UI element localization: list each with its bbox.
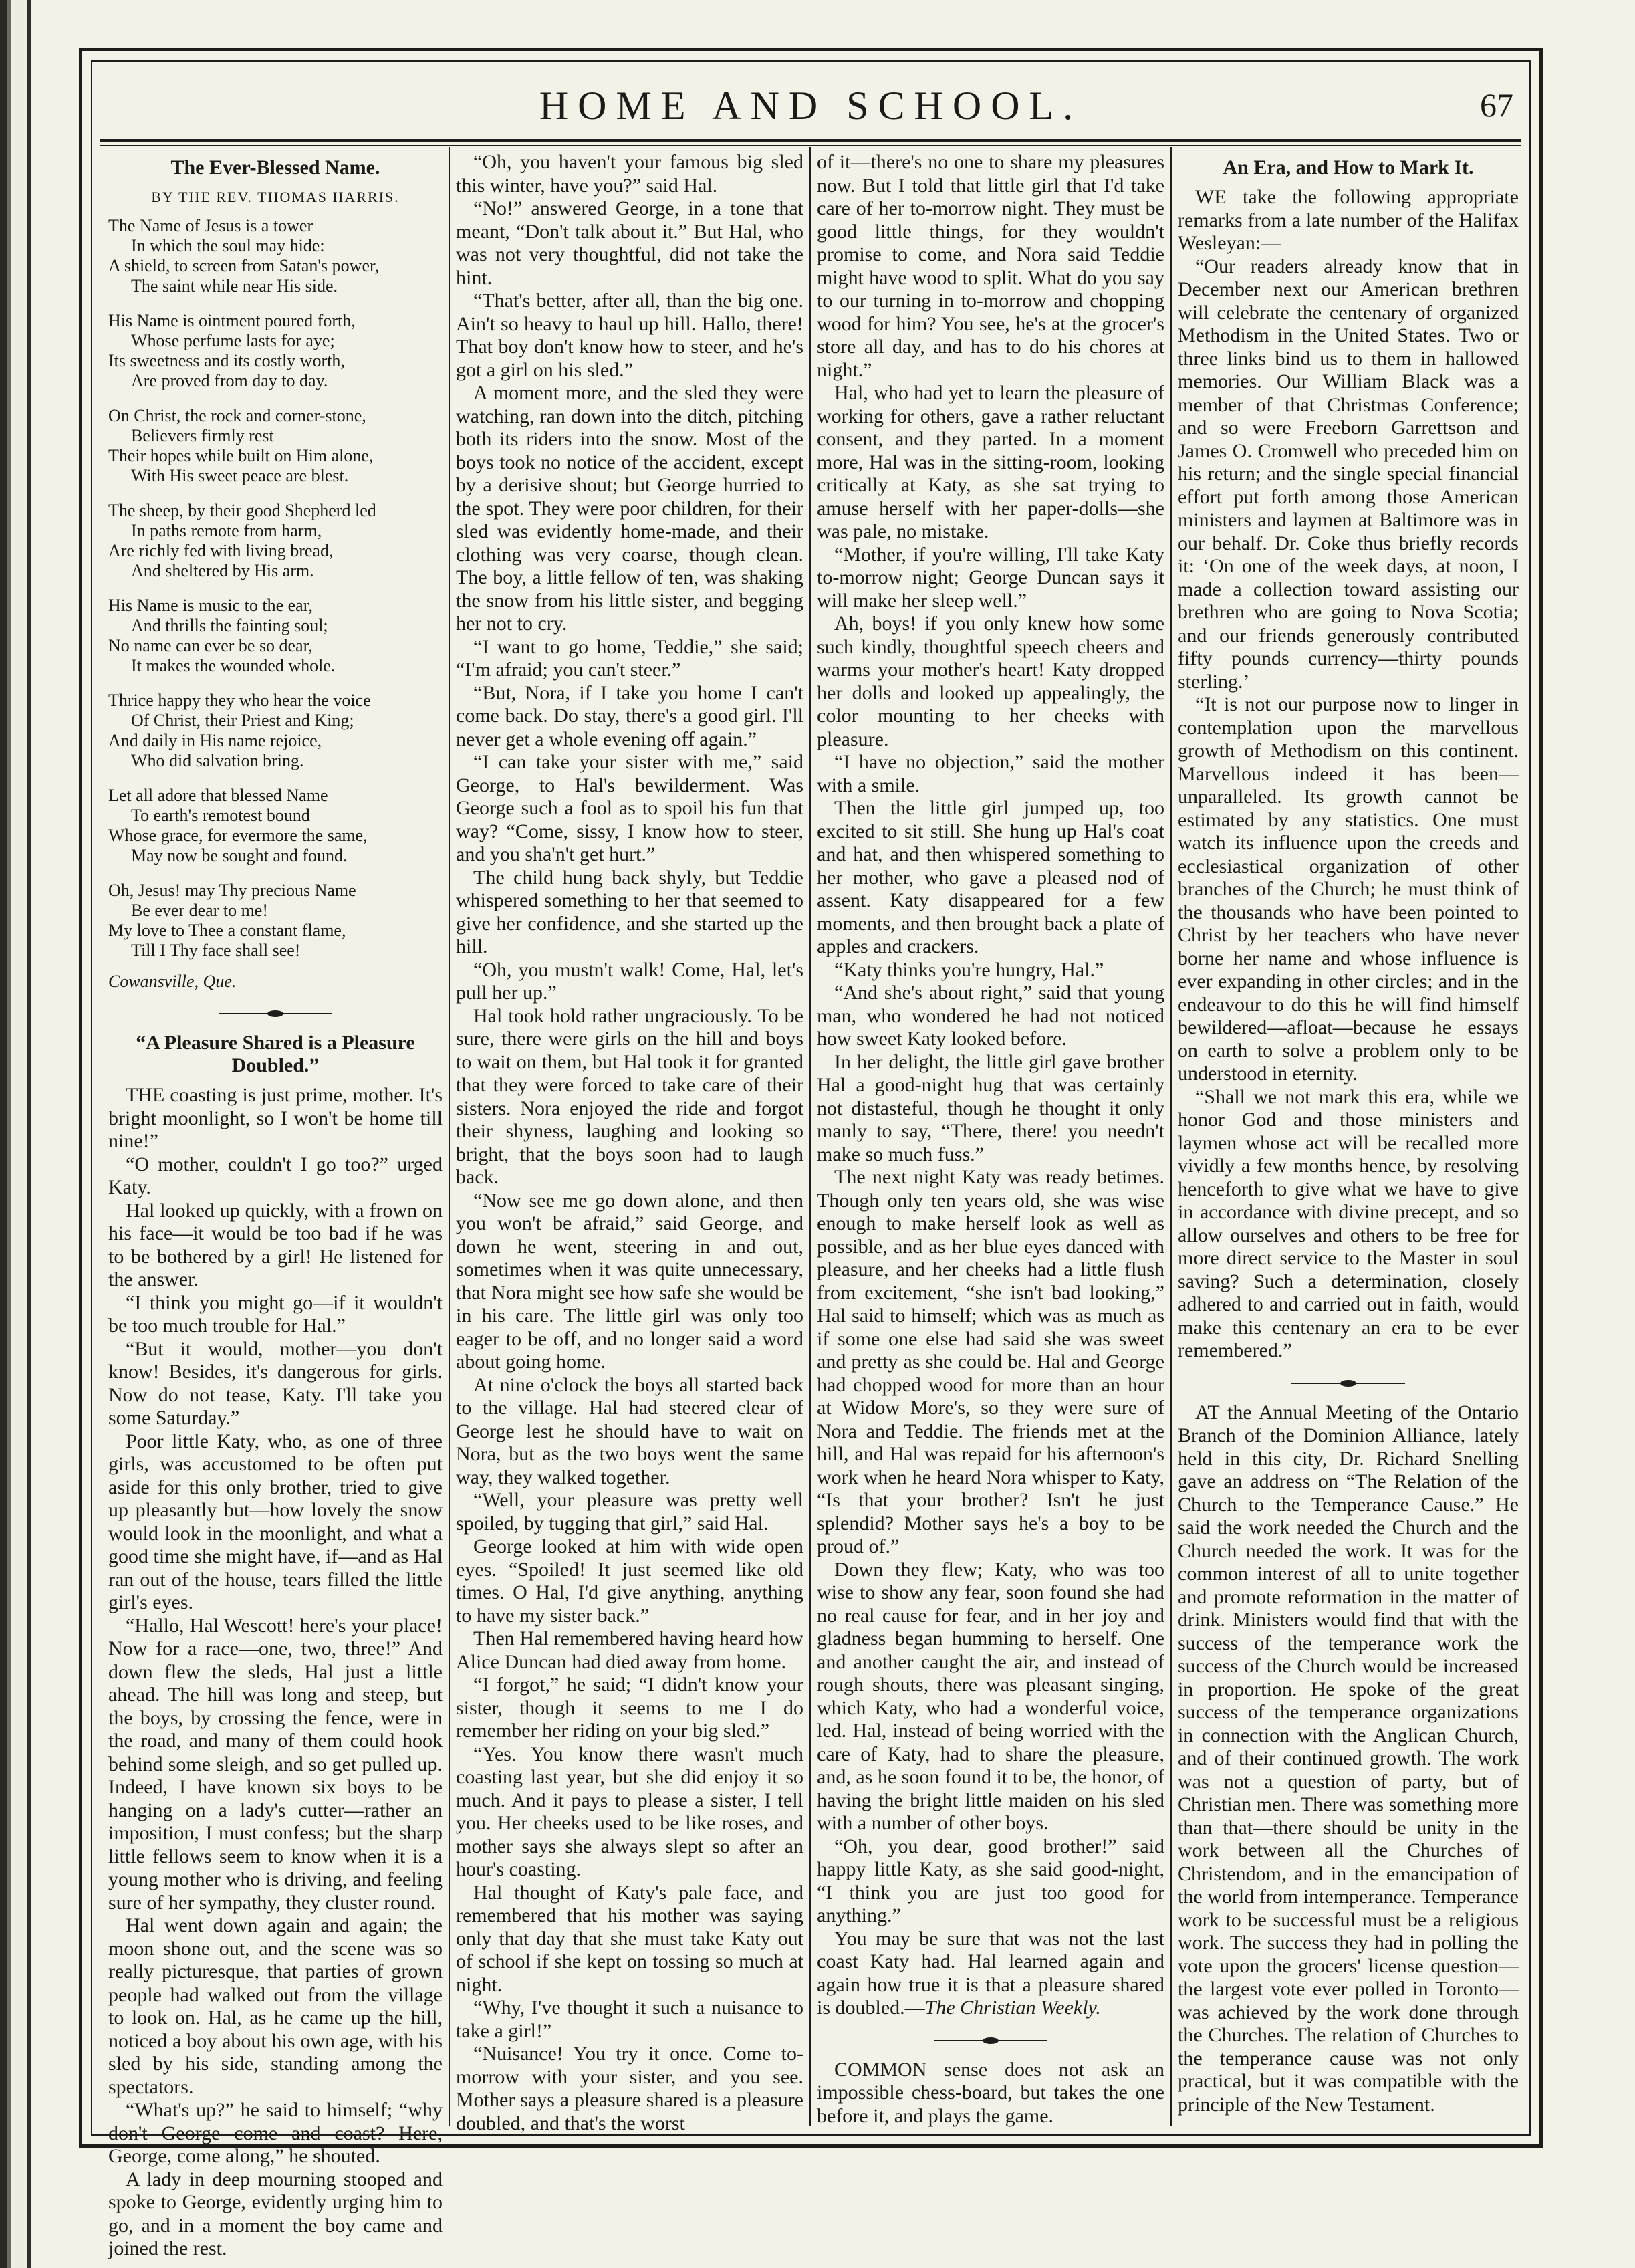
binding-edge xyxy=(0,0,41,2268)
paragraph: Then the little girl jumped up, too excited to sit still. She hung up Hal's coat and hat, and then whispered something to her mother, who gave a pleased nod of assent. Katy disappeared for a few moments, and then brought back a plate of apples and crackers. xyxy=(817,797,1164,957)
paragraph: “Katy thinks you're hungry, Hal.” xyxy=(834,958,1104,981)
poem-stanza xyxy=(108,691,443,771)
poem-line: Thrice happy they who hear the voice xyxy=(108,690,371,710)
poem-line: It makes the wounded whole. xyxy=(131,655,336,675)
poem-stanza xyxy=(108,596,443,676)
poem-line: Their hopes while built on Him alone, xyxy=(108,445,374,465)
paragraph: AT the Annual Meeting of the Ontario Branch of the Dominion Alliance, lately held in this city, Dr. Richard Snelling gave an address on “The Relation of the Church to the Temperance Cause.” He said the work needed the Church and the Church needed the work. It was for the common interest of all to unite together and promote reformation in the matter of drink. Ministers would find that with the success of the temperance work the success of the Church would be increased in proportion. He spoke of the great success of the temperance organizations in connection with the Anglican Church, and of their continued growth. The work was not a question of party, but of Christian men. There was something more than that—there should be unity in the work between all the Churches of Christendom, and in the emancipation of the world from intemperance. Temperance work to be successful must be a religious work. The success they had in polling the vote upon the grocers' license question—the largest vote ever polled in Toronto—was achieved by the work done through the Churches. The relation of Churches to the temperance cause was not only practical, but it was compatible with the principle of the New Testament. xyxy=(1178,1401,1519,2116)
paragraph: “Well, your pleasure was pretty well spoiled, by tugging that girl,” said Hal. xyxy=(456,1489,803,1535)
column-4 xyxy=(1178,151,1519,2124)
poem-line: Whose grace, for evermore the same, xyxy=(108,825,368,845)
paragraph: “Why, I've thought it such a nuisance to take a girl!” xyxy=(456,1997,803,2042)
paragraph: “Shall we not mark this era, while we honor God and those ministers and laymen whose act will be recalled more vividly a few months hence, by resolving henceforth to give what we have to give in accordance with divine precept, and so allow ourselves and others to be free for more direct service to the Master in soul saving? Such a determination, closely adhered to and carried out in faith, would make this centenary an era to be ever remembered.” xyxy=(1178,1085,1519,1361)
paragraph: “Now see me go down alone, and then you won't be afraid,” said George, and down he went, steering in and out, sometimes when it was quite unnecessary, that Nora might see how safe she would be in his care. The little girl was only too eager to be off, and no longer said a word about going home. xyxy=(456,1189,803,1373)
paragraph: “But it would, mother—you don't know! Besides, it's dangerous for girls. Now do not tease, Katy. I'll take you some Saturday.” xyxy=(108,1337,443,1429)
paragraph: “But, Nora, if I take you home I can't come back. Do stay, there's a good girl. I'll never get a whole evening off again.” xyxy=(456,681,803,750)
masthead xyxy=(100,79,1521,134)
article-title: An Era, and How to Mark It. xyxy=(1223,156,1474,179)
paragraph: You may be sure that was not the last coast Katy had. Hal learned again and again how true it is that a pleasure shared is doubled.— xyxy=(817,1927,1164,2019)
paragraph: In her delight, the little girl gave brother Hal a good-night hug that was certainly not distasteful, though he thought it only manly to say, “There, there! you needn't make so much fuss.” xyxy=(817,1050,1164,1165)
paragraph: “Mother, if you're willing, I'll take Katy to-morrow night; George Duncan says it will make her sleep well.” xyxy=(817,543,1164,612)
column-1 xyxy=(108,151,443,2259)
paragraph: “And she's about right,” said that young man, who wondered he had not noticed how sweet Katy looked before. xyxy=(817,982,1164,1050)
poem xyxy=(108,216,443,961)
paragraph: Ah, boys! if you only knew how some such kindly, thoughtful speech cheers and warms your mother's heart! Katy dropped her dolls and looked up appealingly, the color mounting to her cheeks with pleasure. xyxy=(817,612,1164,750)
column-rule xyxy=(809,147,811,2126)
poem-line: On Christ, the rock and corner-stone, xyxy=(108,405,366,425)
paragraph: The next night Katy was ready betimes. Though only ten years old, she was wise enough to make herself look as well as possible, and as her blue eyes danced with pleasure, and her cheeks had a little flush from excitement, “she isn't bad looking,” Hal said to himself; which was as much as if some one else had said she was sweet and pretty as she could be. Hal and George had chopped wood for more than an hour at Widow More's, so they were sure of Nora and Teddie. The friends met at the hill, and Hal was repaid for his afternoon's work when he heard Nora whisper to Katy, “Is that your brother? Isn't he just splendid? Mother says he's a boy to be proud of.” xyxy=(817,1166,1164,1557)
paragraph: “Oh, you dear, good brother!” said happy little Katy, as she said good-night, “I think you are just too good for anything.” xyxy=(817,1835,1164,1926)
paragraph: “I forgot,” he said; “I didn't know your sister, though it seems to me I do remember her riding on your big sled.” xyxy=(456,1674,803,1742)
poem-stanza xyxy=(108,406,443,486)
paragraph: “Oh, you haven't your famous big sled this winter, have you?” said Hal. xyxy=(456,151,803,197)
poem-stanza xyxy=(108,786,443,866)
poem-line: Till I Thy face shall see! xyxy=(131,940,301,960)
poem-stanza xyxy=(108,311,443,391)
paragraph: “No!” answered George, in a tone that meant, “Don't talk about it.” But Hal, who was not very thoughtful, did not take the hint. xyxy=(456,197,803,289)
paragraph: Then Hal remembered having heard how Alice Duncan had died away from home. xyxy=(456,1627,803,1673)
paragraph: “Oh, you mustn't walk! Come, Hal, let's pull her up.” xyxy=(456,958,803,1004)
poem-line: Are richly fed with living bread, xyxy=(108,540,334,560)
paragraph: “Yes. You know there wasn't much coasting last year, but she did enjoy it so much. And it pays to please a sister, I tell you. Her cheeks used to be like roses, and mother says she always slept so after an hour's coasting. xyxy=(456,1742,803,1880)
poem-line: Whose perfume lasts for aye; xyxy=(131,330,335,350)
section-divider xyxy=(934,2040,1047,2041)
poem-line: And thrills the fainting soul; xyxy=(131,615,328,635)
poem-dateline: Cowansville, Que. xyxy=(108,971,237,991)
paragraph: “I think you might go—if it wouldn't be too much trouble for Hal.” xyxy=(108,1291,443,1337)
poem-line: The sheep, by their good Shepherd led xyxy=(108,500,376,520)
paragraph: Hal, who had yet to learn the pleasure of working for others, gave a rather reluctant consent, and they parted. In a moment more, Hal was in the sitting-room, looking critically at Katy, as she sat trying to amuse herself with her paper-dolls—she was pale, no mistake. xyxy=(817,382,1164,542)
poem-byline: BY THE REV. THOMAS HARRIS. xyxy=(151,189,400,205)
paragraph: Hal looked up quickly, with a frown on his face—it would be too bad if he was to be bothered by a girl! He listened for the answer. xyxy=(108,1199,443,1290)
paragraph: THE coasting is just prime, mother. It's bright moonlight, so I won't be home till nine!” xyxy=(108,1084,443,1152)
poem-line: With His sweet peace are blest. xyxy=(131,465,349,485)
poem-line: May now be sought and found. xyxy=(131,845,348,865)
poem-line: A shield, to screen from Satan's power, xyxy=(108,255,380,275)
poem-line: My love to Thee a constant flame, xyxy=(108,920,346,940)
section-divider xyxy=(1291,1383,1405,1384)
paragraph: Down they flew; Katy, who was too wise to show any fear, soon found she had no real cause for fear, and in her joy and gladness began humming to herself. One and another caught the air, and instead of rough shouts, there was pleasant singing, which Katy, who had a wonderful voice, led. Hal, instead of being worried with the care of Katy, had to share the pleasure, and, as he soon found it to be, the honor, of having the bright little maiden on his sled with a number of other boys. xyxy=(817,1558,1164,1834)
paragraph-with-source xyxy=(817,1928,1164,2020)
paragraph: “What's up?” he said to himself; “why don't George come and coast? Here, George, come along,” he shouted. xyxy=(108,2099,443,2167)
poem-line: Oh, Jesus! may Thy precious Name xyxy=(108,880,356,900)
poem-stanza xyxy=(108,501,443,581)
paragraph: George looked at him with wide open eyes. “Spoiled! It just seemed like old times. O Hal, I'd give anything, anything to have my sister back.” xyxy=(456,1535,803,1627)
paragraph: “I can take your sister with me,” said George, to Hal's bewilderment. Was George such a fool as to spoil his fun that way? “Come, sissy, I know how to steer, and you sha'n't get hurt.” xyxy=(456,751,803,865)
paragraph: Hal thought of Katy's pale face, and remembered that his mother was saying only that day that she must take Katy out of school if she kept on tossing so much at night. xyxy=(456,1881,803,1996)
paragraph: “Our readers already know that in December next our American brethren will celebrate the centenary of organized Methodism in the United States. Two or three links bind us to them in hallowed memories. Our William Black was a member of that Christmas Conference; and so were Freeborn Garrettson and James O. Cromwell who preceded him on his return; and the single special financial effort put forth among those American ministers and laymen at Baltimore was in our behalf. Dr. Coke thus briefly records it: ‘On one of the week days, at noon, I made a collection toward assisting our brethren who are going to Nova Scotia; and our friends generously contributed fifty pounds currency—thirty pounds sterling.’ xyxy=(1178,255,1519,693)
column-rule xyxy=(1170,147,1172,2126)
poem-stanza xyxy=(108,216,443,296)
poem-line: To earth's remotest bound xyxy=(131,805,310,825)
poem-line: No name can ever be so dear, xyxy=(108,635,313,655)
poem-line: Who did salvation bring. xyxy=(131,750,304,770)
poem-title: The Ever-Blessed Name. xyxy=(170,156,380,179)
paragraph: “Nuisance! You try it once. Come to-morrow with your sister, and you see. Mother says a pleasure shared is a pleasure doubled, and that's the worst xyxy=(456,2043,803,2134)
poem-line: Of Christ, their Priest and King; xyxy=(131,710,354,730)
poem-line: In paths remote from harm, xyxy=(131,520,322,540)
section-divider xyxy=(219,1013,332,1014)
masthead-rule xyxy=(100,139,1521,146)
poem-line: In which the soul may hide: xyxy=(131,235,325,255)
poem-line: Are proved from day to day. xyxy=(131,370,328,390)
poem-line: The saint while near His side. xyxy=(131,275,338,296)
paragraph: COMMON sense does not ask an impossible chess-board, but takes the one before it, and plays the game. xyxy=(817,2058,1164,2127)
paragraph: Poor little Katy, who, as one of three girls, was accustomed to be often put aside for this only brother, tried to give up pleasantly but—how lovely the snow would look in the moonlight, and what a good time she might have, if—and as Hal ran out of the house, tears filled the little girl's eyes. xyxy=(108,1430,443,1613)
paragraph: At nine o'clock the boys all started back to the village. Hal had steered clear of George lest he should have to wait on Nora, but as the two boys went the same way, they walked together. xyxy=(456,1373,803,1488)
poem-line: The Name of Jesus is a tower xyxy=(108,215,313,235)
paragraph: WE take the following appropriate remarks from a late number of the Halifax Wesleyan:— xyxy=(1178,186,1519,254)
poem-line: His Name is ointment poured forth, xyxy=(108,310,356,330)
poem-line: His Name is music to the ear, xyxy=(108,595,313,615)
paragraph: A moment more, and the sled they were watching, ran down into the ditch, pitching both its riders into the snow. Most of the boys took no notice of the accident, except by a derisive shout; but George hurried to the spot. They were poor children, for their sled was evidently home-made, and their clothing was very coarse, though clean. The boy, a little fellow of ten, was shaking the snow from his little sister, and begging her not to cry. xyxy=(456,382,803,635)
paragraph: A lady in deep mourning stooped and spoke to George, evidently urging him to go, and in a moment the boy came and joined the rest. xyxy=(108,2168,443,2259)
poem-stanza xyxy=(108,881,443,961)
poem-line: Believers firmly rest xyxy=(131,425,274,445)
column-2 xyxy=(456,151,803,2134)
paragraph: Hal took hold rather ungraciously. To be sure, there were girls on the hill and boys to wait on them, but Hal took it for granted that they were forced to take care of their sisters. Nora enjoyed the ride and forgot their shyness, laughing and looking so bright, that the boys soon had to laugh back. xyxy=(456,1004,803,1188)
masthead-title: HOME AND SCHOOL. xyxy=(539,84,1083,128)
paragraph: Hal went down again and again; the moon shone out, and the scene was so really picturesque, that parties of grown people had walked out from the village to look on. Hal, as he came up the hill, noticed a boy about his own age, with his sled by his side, standing among the spectators. xyxy=(108,1914,443,2098)
poem-line: And daily in His name rejoice, xyxy=(108,730,322,750)
poem-line: Be ever dear to me! xyxy=(131,900,269,920)
poem-line: Let all adore that blessed Name xyxy=(108,785,328,805)
paragraph: “I have no objection,” said the mother with a smile. xyxy=(817,751,1164,796)
paragraph: “O mother, couldn't I go too?” urged Katy. xyxy=(108,1153,443,1198)
paragraph: The child hung back shyly, but Teddie whispered something to her that seemed to give her confidence, and she started up the hill. xyxy=(456,866,803,957)
column-3 xyxy=(817,151,1164,2127)
source-credit: The Christian Weekly. xyxy=(924,1997,1101,2019)
paragraph: “It is not our purpose now to linger in contemplation upon the marvellous growth of Methodism on this continent. Marvellous indeed it has been—unparalleled. Its growth cannot be estimated by any statistics. One must watch its influence upon the creeds and ecclesiastical organization of other branches of the Church; he must think of the thousands who have been pointed to Christ by her teachers who have never borne her name and whose influence is ever expanding in other circles; and in the endeavour to do this he will find himself bewildered—afloat—because he essays on earth to solve a problem only to be understood in eternity. xyxy=(1178,693,1519,1085)
page-number: 67 xyxy=(1480,86,1513,124)
story-title: “A Pleasure Shared is a Pleasure Doubled.” xyxy=(136,1032,415,1076)
paragraph: “That's better, after all, than the big one. Ain't so heavy to haul up hill. Hallo, there! That boy don't know how to steer, and he's got a girl on his sled.” xyxy=(456,290,803,381)
paragraph: “Hallo, Hal Wescott! here's your place! Now for a race—one, two, three!” And down flew the sleds, Hal just a little ahead. The hill was long and steep, but the boys, by crossing the fence, were in the road, and many of them could hook behind some sleigh, and so get pulled up. Indeed, I have known six boys to be hanging on a lady's cutter—rather an imposition, I must confess; but the sharp little fellows seem to know when it is a young mother who is driving, and feeling sure of her sympathy, they cluster round. xyxy=(108,1614,443,1914)
paragraph: of it—there's no one to share my pleasures now. But I told that little girl that I'd take care of her to-morrow night. They must be good little things, for they wouldn't promise to come, and Nora said Teddie might have wood to split. What do you say to our turning in to-morrow and chopping wood for him? You see, he's at the grocer's store all day, and has to do his chores at night.” xyxy=(817,151,1164,381)
paragraph: “I want to go home, Teddie,” she said; “I'm afraid; you can't steer.” xyxy=(456,635,803,681)
poem-line: Its sweetness and its costly worth, xyxy=(108,350,345,370)
column-rule xyxy=(449,147,450,2126)
poem-line: And sheltered by His arm. xyxy=(131,560,314,580)
